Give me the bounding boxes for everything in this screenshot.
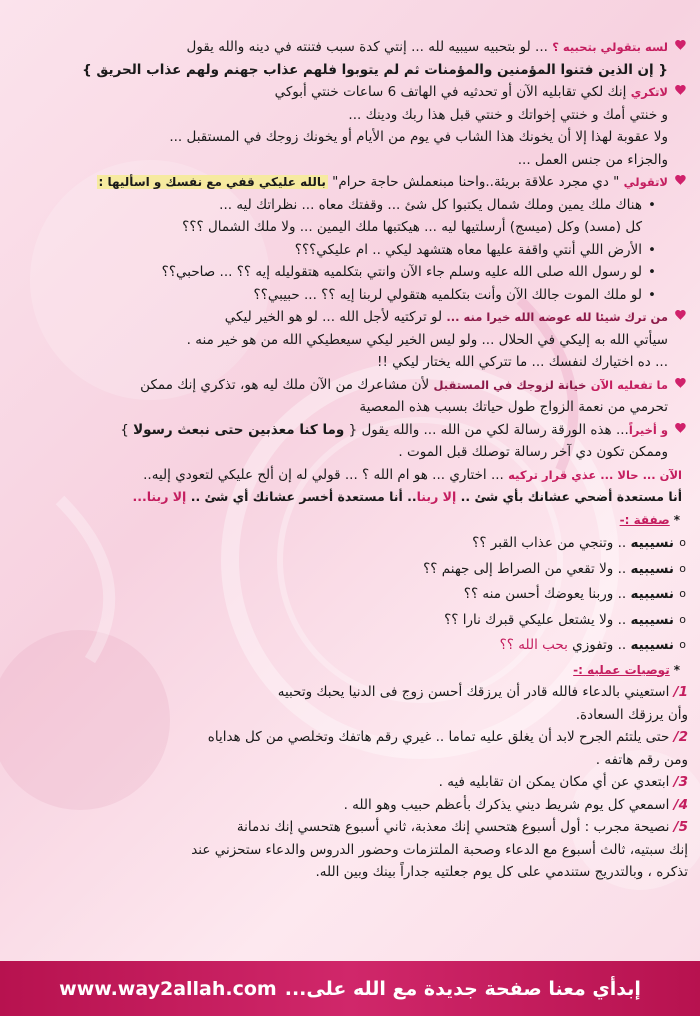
- p2-line3: ولا عقوبة لهذا إلا أن يخونك هذا الشاب في يوم من الأيام أو يخونك زوجك في المستقبل ...: [169, 129, 668, 145]
- heart-icon: [674, 308, 688, 322]
- heart-icon: [674, 421, 688, 435]
- p1-text: ... لو بتحبيه سيبيه لله ... إنتي كدة سبب فتنته في دينه والله يقول: [186, 39, 553, 55]
- p3-cont-line: كل (مسد) وكل (ميسج) أرسلتيها ليه ... هيكتبها ملك اليمين ... ولا ملك الشمال ؟؟؟: [182, 219, 642, 235]
- list-item: o نسيبيه .. ولا يشتعل عليكي قبرك نارا ؟؟: [12, 608, 674, 634]
- p5-lead2: خيانة لزوجك في المستقبل: [433, 377, 587, 392]
- p6-line2: وممكن تكون دي آخر رسالة توصلك قبل الموت .: [398, 444, 668, 460]
- list-item: o نسيبيه .. وتفوزي بحب الله ؟؟: [12, 633, 674, 659]
- p6-text: ... هذه الورقة رسالة لكي من الله ... والله يقول {: [344, 421, 629, 438]
- p7-bold-red2: إلا ربنا...: [132, 489, 187, 504]
- p1-lead: لسه بتقولي بتحبيه ؟: [552, 40, 668, 54]
- p7-bold-red: إلا ربنا: [416, 489, 457, 504]
- paragraph-finally: [12, 419, 688, 464]
- paragraph-betrayal: [12, 374, 688, 419]
- heart-icon: [674, 173, 688, 187]
- p4-line1: لو تركتيه لأجل الله ... لو هو الخير ليكي: [224, 309, 447, 325]
- paragraph-dont-say: [12, 171, 688, 306]
- paragraph-still-love: [12, 36, 688, 81]
- p6-lead: و أخيراً: [628, 422, 668, 437]
- tip-item: 1/ استعيني بالدعاء فالله قادر أن يرزقك أحسن زوج فى الدنيا يحبك وتحبيه وأن يرزقك السعادة.: [277, 684, 688, 723]
- footer-text: إبدأي معنا صفحة جديدة مع الله على...: [284, 977, 641, 1000]
- p6-quran: وما كنا معذبين حتى نبعث رسولا: [133, 421, 345, 438]
- list-item-continuation: [12, 216, 642, 239]
- deal-title: صفقة :-: [619, 512, 670, 527]
- p3-lead: لاتقولي: [623, 175, 668, 189]
- heart-icon: [674, 83, 688, 97]
- list-item: o نسيبيه .. وربنا يعوضك أحسن منه ؟؟: [12, 582, 674, 608]
- tips-section: *توصيات عمليه :- 1/ استعيني بالدعاء فالله قادر أن يرزقك أحسن زوج فى الدنيا يحبك وتحبيه وأن يرزقك السعادة. 2/ حتى يلتئم الجرح لابد أن يغلق عليه تماما .. غيري رقم هاتفك وتخلصي من كل هداياه ومن رقم هاتفه . 3/ ابتعدي عن أي مكان يمكن ان تقابليه فيه . 4/ اسمعي كل يوم شريط ديني يذكرك بأعظم حبيب وهو الله . 5/ نصيحة مجرب : أول أسبوع هتحسي إنك معذبة، ثاني أسبوع هتحسي إنك ندمانة إنك سبتيه، ثالث أسبوع مع الدعاء وصحبة الملتزمات وحضور الدروس والدعاء ستحزني عند تذكره ، وبالتدريج ستندمي على كل يوم جعلتيه جداراً بينك وبين الله.: [12, 659, 688, 884]
- p7-lead: الآن ... حالا ... عذي قرار تركيه: [508, 467, 682, 482]
- deal-list: [12, 531, 688, 659]
- p1-quran-verse: { إن الذين فتنوا المؤمنين والمؤمنات ثم لم يتوبوا فلهم عذاب جهنم ولهم عذاب الحريق }: [82, 61, 668, 78]
- tip-item: 5/ نصيحة مجرب : أول أسبوع هتحسي إنك معذبة، ثاني أسبوع هتحسي إنك ندمانة إنك سبتيه، ثالث أسبوع مع الدعاء وصحبة الملتزمات وحضور الدروس والدعاء ستحزني عند تذكره ، وبالتدريج ستندمي على كل يوم جعلتيه جداراً بينك وبين الله.: [191, 819, 688, 880]
- p7-text: ... اختاري ... هو ام الله ؟ ... قولي له إن ألح عليكي لتعودي إليه..: [143, 466, 509, 483]
- p2-line4: والجزاء من جنس العمل ...: [517, 151, 668, 168]
- paragraph-now: [12, 464, 688, 509]
- p4-lead: من ترك شيئا لله عوضه الله خيرا منه ...: [446, 310, 668, 324]
- list-item: • هناك ملك يمين وملك شمال يكتبوا كل شئ ... وقفتك معاه ... نظراتك ليه ...: [12, 194, 642, 217]
- deal-section: *صفقة :- o نسيبيه .. وتنجي من عذاب القبر ؟؟ o نسيبيه .. ولا تقعي من الصراط إلى جهنم ؟؟ o نسيبيه .. وربنا يعوضك أحسن منه ؟؟ o نسيبيه .. ولا يشتعل عليكي قبرك نارا ؟؟ o نسيبيه .. وتفوزي بحب الله ؟؟: [12, 509, 688, 659]
- tip-item: 4/ اسمعي كل يوم شريط ديني يذكرك بأعظم حبيب وهو الله .: [343, 796, 688, 813]
- list-item: • لو رسول الله صلى الله عليه وسلم جاء الآن وانتي بتكلميه هتقوليله إيه ؟؟ ... صاحبي؟؟: [12, 261, 642, 284]
- list-item: o نسيبيه .. ولا تقعي من الصراط إلى جهنم ؟؟: [12, 557, 674, 583]
- p7-bold-a: أنا مستعدة أضحي عشانك بأي شئ ..: [456, 489, 682, 504]
- tip-item: 2/ حتى يلتئم الجرح لابد أن يغلق عليه تماما .. غيري رقم هاتفك وتخلصي من كل هداياه ومن رقم هاتفه .: [207, 729, 688, 768]
- footer-banner: [0, 961, 700, 1016]
- p3-text: " دي مجرد علاقة بريئة..واحنا مبنعملش حاجة حرام": [327, 174, 624, 190]
- p3-highlight: بالله عليكي قفي مع نفسك و اسأليها :: [98, 175, 326, 189]
- p2-line2: و خنتي أمك و خنتي إخواتك و خنتي قبل هذا ربك ودينك ...: [348, 106, 668, 123]
- p7-bold-b: .. أنا مستعدة أخسر عشانك أي شئ ..: [186, 489, 417, 504]
- article: [12, 36, 688, 884]
- p5-lead: ما تفعليه الآن: [590, 377, 668, 392]
- p2-line1: إنك لكي تقابليه الآن أو تحدثيه في الهاتف 6 ساعات خنتي أبوكي: [274, 84, 631, 100]
- p4-line2: سيأتي الله به إليكي في الحلال ... ولو ليس الخير ليكي سيعطيكي الله من هو خير منه .: [186, 331, 668, 348]
- p4-line3: ... ده اختيارك لنفسك ... ما تتركي الله يختار ليكي !!: [377, 354, 668, 370]
- paragraph-leave-for-allah: [12, 306, 688, 374]
- p5-line2: تحرمي من نعمة الزواج طول حياتك بسبب هذه المعصية: [359, 399, 668, 415]
- website-link[interactable]: www.way2allah.com: [59, 977, 277, 1000]
- list-item: • الأرض اللي أنتي واقفة عليها معاه هتشهد ليكي .. ام عليكي؟؟؟: [12, 239, 642, 262]
- p5-line1: لأن مشاعرك من الآن ملك ليه هو، تذكري إنك ممكن: [140, 376, 434, 393]
- paragraph-remember: [12, 81, 688, 171]
- tip-item: 3/ ابتعدي عن أي مكان يمكن ان تقابليه فيه .: [438, 774, 688, 790]
- p6-text2: }: [120, 421, 134, 438]
- list-item: o نسيبيه .. وتنجي من عذاب القبر ؟؟: [12, 531, 674, 557]
- tips-title: توصيات عمليه :-: [573, 662, 670, 677]
- heart-icon: [674, 376, 688, 390]
- heart-icon: [674, 38, 688, 52]
- list-item: • لو ملك الموت جالك الآن وأنت بتكلميه هتقولي لربنا إيه ؟؟ ... حبيبي؟؟: [12, 284, 642, 307]
- p2-lead: لاتكري: [630, 85, 668, 99]
- questions-list: [12, 194, 668, 307]
